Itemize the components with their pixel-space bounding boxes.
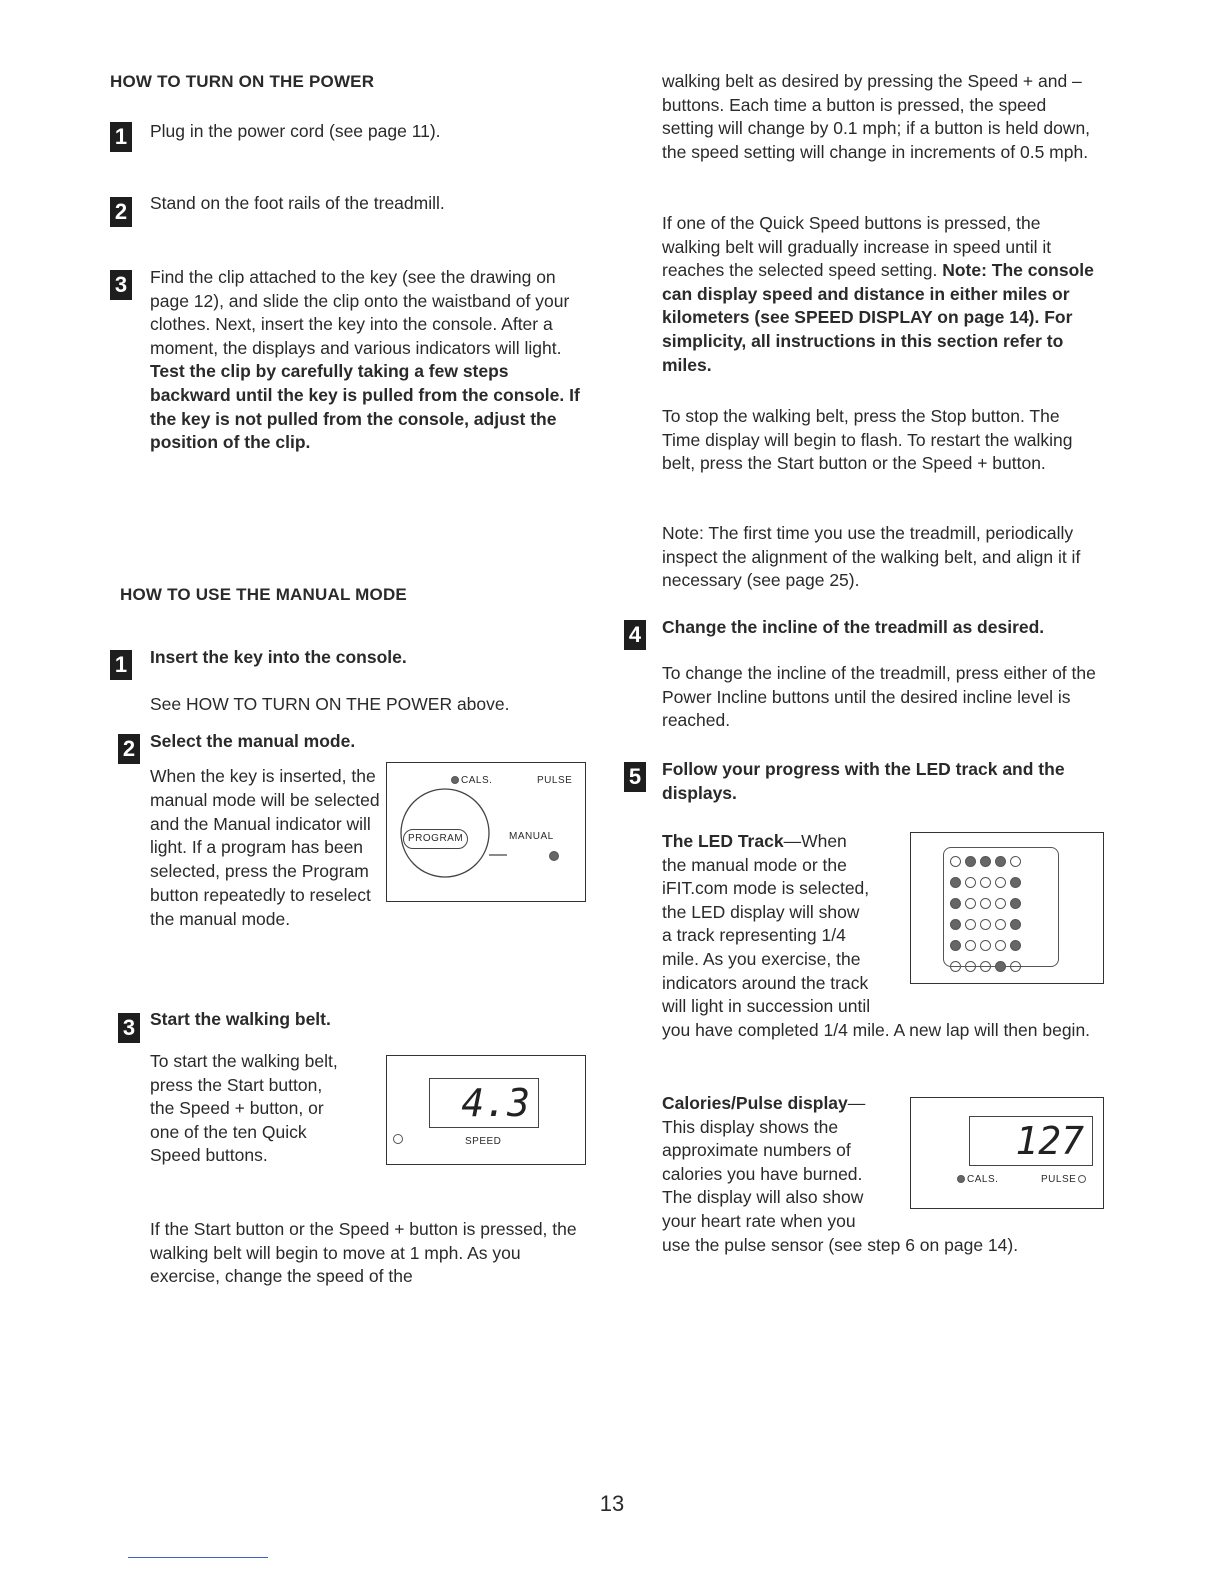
led-track-drawing: [910, 832, 1104, 984]
manual-step-3-paragraph: If the Start button or the Speed + button is pressed, the walking belt will begin to move at 1 mph. As you exercise, change the speed of the: [150, 1219, 577, 1287]
manual-step-1-title: Insert the key into the console.: [150, 647, 407, 667]
calories-pulse-title: Calories/Pulse display: [662, 1093, 848, 1113]
page-number: 13: [599, 1491, 625, 1516]
right-paragraph-4: Note: The first time you use the treadmill, periodically inspect the alignment of the walking belt, and align it if necessary (see page 25).: [662, 523, 1081, 591]
manual-step-badge-1: 1: [110, 650, 132, 680]
program-button: PROGRAM: [403, 829, 468, 849]
right-paragraph-3: To stop the walking belt, press the Stop button. The Time display will begin to flash. To restart the walking belt, press the Start button or the Speed + button.: [662, 406, 1073, 474]
step-5-title: Follow your progress with the LED track and the displays.: [662, 759, 1065, 803]
right-paragraph-1: walking belt as desired by pressing the Speed + and – buttons. Each time a button is pressed, the speed setting will change by 0.1 mph; if a button is held down, the speed setting will change in increments of 0.5 mph.: [662, 71, 1091, 162]
right-paragraph-2-plain: If one of the Quick Speed buttons is pressed, the walking belt will gradually increase in speed until it reaches the selected speed setting.: [662, 213, 1052, 281]
step-4-text: To change the incline of the treadmill, press either of the Power Incline buttons until the desired incline level is reached.: [662, 663, 1096, 731]
speed-label: SPEED: [465, 1136, 502, 1147]
step-badge-2: 2: [110, 197, 132, 227]
section-heading-power: HOW TO TURN ON THE POWER: [110, 72, 375, 91]
manual-panel-drawing: [386, 762, 586, 902]
manual-step-2-title: Select the manual mode.: [150, 731, 356, 751]
power-step-2-text: Stand on the foot rails of the treadmill.: [150, 193, 445, 213]
led-grid: [943, 847, 1059, 967]
power-step-1-text: Plug in the power cord (see page 11).: [150, 121, 441, 141]
power-step-3-plain: Find the clip attached to the key (see the drawing on page 12), and slide the clip onto the waistband of your clothes. Next, insert the key into the console. After a moment, the displays and various indicators will light.: [150, 267, 570, 358]
right-paragraph-2: [662, 212, 1102, 377]
pulse-dot-icon: [1078, 1175, 1086, 1183]
speed-indicator-icon: [393, 1134, 403, 1144]
footer-line: [128, 1557, 268, 1558]
cals-dot-icon: [957, 1175, 965, 1183]
section-heading-manual: HOW TO USE THE MANUAL MODE: [120, 585, 407, 604]
manual-step-3-title: Start the walking belt.: [150, 1009, 331, 1029]
cals-label: CALS.: [955, 1174, 998, 1186]
cals-indicator: CALS.: [449, 775, 492, 787]
manual-step-1-text: See HOW TO TURN ON THE POWER above.: [150, 694, 510, 714]
calories-digits: 127: [1015, 1119, 1084, 1163]
manual-indicator-icon: [549, 851, 559, 861]
speed-display-window: [429, 1078, 539, 1128]
calories-pulse-body: —This display shows the approximate numbers of calories you have burned. The display will also show your heart rate when you use the pulse sensor (see step 6 on page 14).: [662, 1093, 1019, 1255]
led-track-title: The LED Track: [662, 831, 784, 851]
calories-panel-drawing: [910, 1097, 1104, 1209]
step-badge-5: 5: [624, 762, 646, 792]
led-track-body: —When the manual mode or the iFIT.com mode is selected, the LED display will show a track representing 1/4 mile. As you exercise, the indicators around the track will light in succession until you have completed 1/4 mile. A new lap will then begin.: [662, 831, 1091, 1040]
step-badge-3: 3: [110, 270, 132, 300]
pulse-indicator: PULSE: [537, 775, 573, 786]
step-badge-1: 1: [110, 122, 132, 152]
manual-step-2-body: When the key is inserted, the manual mode will be selected and the Manual indicator will light. If a program has been selected, press the Program button repeatedly to reselect the manual mode.: [150, 766, 380, 929]
step-4-title: Change the incline of the treadmill as desired.: [662, 617, 1045, 637]
manual-step-badge-2: 2: [118, 734, 140, 764]
calories-display-window: [969, 1116, 1093, 1166]
manual-step-3-text: To start the walking belt, press the Start button, the Speed + button, or one of the ten Quick Speed buttons.: [150, 1051, 338, 1166]
manual-step-badge-3: 3: [118, 1013, 140, 1043]
right-paragraph-2-note: Note: The console can display speed and distance in either miles or kilometers (see SPEED DISPLAY on page 14). For simplicity, all instructions in this section refer to miles.: [662, 260, 1094, 375]
step-badge-4: 4: [624, 620, 646, 650]
pulse-label: PULSE: [1041, 1174, 1088, 1186]
manual-indicator-label: MANUAL: [509, 831, 554, 842]
power-step-3-warning: Test the clip by carefully taking a few steps backward until the key is pulled from the console. If the key is not pulled from the console, adjust the position of the clip.: [150, 361, 580, 453]
power-step-3-text: [150, 266, 590, 455]
speed-digits: 4.3: [461, 1081, 530, 1125]
speed-panel-drawing: [386, 1055, 586, 1165]
